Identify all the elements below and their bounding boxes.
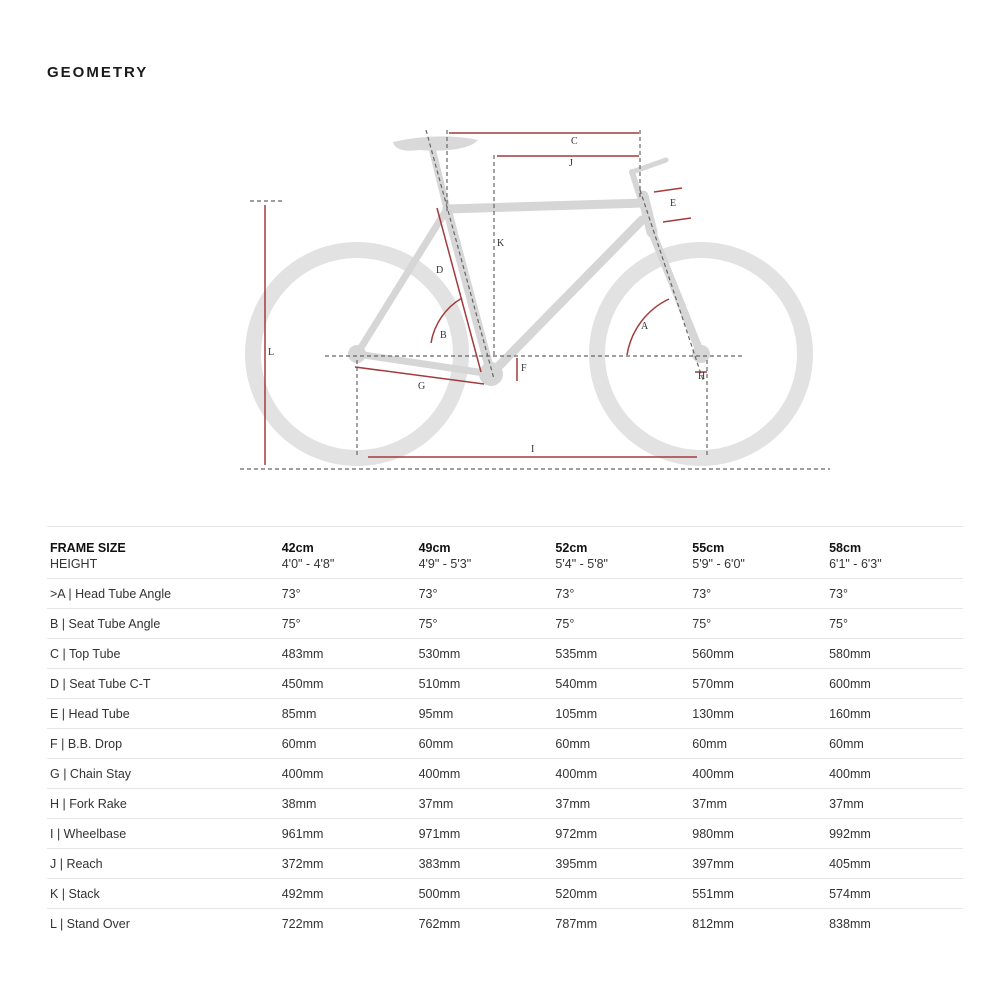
label-c: C <box>571 136 578 147</box>
row-label: C | Top Tube <box>50 646 121 661</box>
table-row <box>47 639 963 669</box>
table-cell: 812mm <box>692 916 734 931</box>
table-cell: 580mm <box>829 646 871 661</box>
table-cell: 75° <box>829 616 849 631</box>
label-f: F <box>521 363 527 374</box>
table-cell: 37mm <box>829 796 864 811</box>
table-cell: 160mm <box>829 706 871 721</box>
table-cell: 722mm <box>281 916 324 931</box>
row-label: I | Wheelbase <box>50 826 127 841</box>
height-row <box>47 555 963 579</box>
table-cell: 574mm <box>829 886 871 901</box>
table-cell: 75° <box>555 616 575 631</box>
label-d: D <box>436 265 444 276</box>
table-cell: 37mm <box>418 796 454 811</box>
table-cell: 372mm <box>281 856 324 871</box>
table-cell: 105mm <box>555 706 598 721</box>
table-cell: 60mm <box>829 736 864 751</box>
table-cell: 400mm <box>418 766 461 781</box>
table-cell: 980mm <box>692 826 734 841</box>
table-cell: 961mm <box>281 826 324 841</box>
row-label: >A | Head Tube Angle <box>50 586 172 601</box>
frame-size-header-row <box>47 527 963 555</box>
table-row <box>47 879 963 909</box>
table-cell: 397mm <box>692 856 734 871</box>
table-cell: 400mm <box>281 766 324 781</box>
table-cell: 972mm <box>555 826 598 841</box>
table-row <box>47 849 963 879</box>
table-cell: 85mm <box>281 706 317 721</box>
size-header: 58cm <box>829 540 862 555</box>
label-l: L <box>268 347 275 358</box>
table-cell: 60mm <box>692 736 727 751</box>
table-cell: 450mm <box>281 676 324 691</box>
table-row <box>47 909 963 939</box>
page-title: GEOMETRY <box>47 64 149 81</box>
table-cell: 762mm <box>418 916 461 931</box>
table-cell: 405mm <box>829 856 871 871</box>
table-row <box>47 759 963 789</box>
label-i: I <box>531 444 535 455</box>
bottom-bracket <box>479 362 503 386</box>
table-cell: 600mm <box>829 676 871 691</box>
dimension-labels <box>268 136 705 455</box>
size-header: 42cm <box>281 540 314 555</box>
table-cell: 73° <box>281 586 301 601</box>
height-range: 5'4" - 5'8" <box>555 556 608 571</box>
height-range: 4'9" - 5'3" <box>418 556 472 571</box>
table-cell: 38mm <box>281 796 317 811</box>
table-row <box>47 729 963 759</box>
table-cell: 37mm <box>692 796 727 811</box>
table-cell: 37mm <box>555 796 591 811</box>
table-cell: 73° <box>555 586 575 601</box>
table-cell: 60mm <box>555 736 591 751</box>
table-cell: 73° <box>692 586 712 601</box>
table-cell: 551mm <box>692 886 734 901</box>
size-header: 49cm <box>418 540 451 555</box>
table-cell: 492mm <box>281 886 324 901</box>
table-cell: 535mm <box>555 646 598 661</box>
table-row <box>47 819 963 849</box>
table-cell: 60mm <box>281 736 317 751</box>
table-row <box>47 789 963 819</box>
label-e: E <box>670 198 677 209</box>
size-header: 52cm <box>555 540 588 555</box>
row-label: G | Chain Stay <box>50 766 132 781</box>
label-j: J <box>569 158 573 169</box>
table-cell: 400mm <box>555 766 598 781</box>
geometry-table <box>47 526 963 939</box>
size-header: 55cm <box>692 540 725 555</box>
table-cell: 75° <box>418 616 438 631</box>
table-cell: 75° <box>692 616 712 631</box>
label-g: G <box>418 381 426 392</box>
table-cell: 838mm <box>829 916 871 931</box>
row-label: E | Head Tube <box>50 706 130 721</box>
reference-lines <box>240 130 830 469</box>
table-cell: 971mm <box>418 826 461 841</box>
dimension-lines <box>265 133 707 465</box>
height-range: 6'1" - 6'3" <box>829 556 882 571</box>
table-cell: 395mm <box>555 856 598 871</box>
height-label: HEIGHT <box>50 556 98 571</box>
table-cell: 520mm <box>555 886 598 901</box>
row-label: B | Seat Tube Angle <box>50 616 161 631</box>
table-row <box>47 579 963 609</box>
table-cell: 530mm <box>418 646 461 661</box>
table-cell: 500mm <box>418 886 461 901</box>
table-cell: 992mm <box>829 826 871 841</box>
table-cell: 510mm <box>418 676 461 691</box>
table-cell: 95mm <box>418 706 454 721</box>
table-cell: 73° <box>418 586 438 601</box>
table-cell: 400mm <box>692 766 734 781</box>
height-range: 4'0" - 4'8" <box>281 556 335 571</box>
table-cell: 130mm <box>692 706 734 721</box>
table-row <box>47 669 963 699</box>
table-cell: 560mm <box>692 646 734 661</box>
label-h: H <box>698 371 706 382</box>
table-cell: 73° <box>829 586 849 601</box>
table-cell: 570mm <box>692 676 734 691</box>
table-row <box>47 699 963 729</box>
table-cell: 383mm <box>418 856 461 871</box>
row-label: K | Stack <box>50 886 100 901</box>
row-label: H | Fork Rake <box>50 796 127 811</box>
frame-size-label: FRAME SIZE <box>50 540 126 555</box>
label-a: A <box>641 321 649 332</box>
table-cell: 540mm <box>555 676 598 691</box>
height-range: 5'9" - 6'0" <box>692 556 745 571</box>
row-label: F | B.B. Drop <box>50 736 123 751</box>
row-label: L | Stand Over <box>50 916 130 931</box>
table-cell: 75° <box>281 616 301 631</box>
label-b: B <box>440 330 447 341</box>
table-cell: 483mm <box>281 646 324 661</box>
saddle <box>393 136 478 150</box>
label-k: K <box>497 238 505 249</box>
table-cell: 787mm <box>555 916 598 931</box>
table-cell: 60mm <box>418 736 454 751</box>
row-label: J | Reach <box>50 856 103 871</box>
row-label: D | Seat Tube C-T <box>50 676 151 691</box>
table-row <box>47 609 963 639</box>
table-cell: 400mm <box>829 766 871 781</box>
